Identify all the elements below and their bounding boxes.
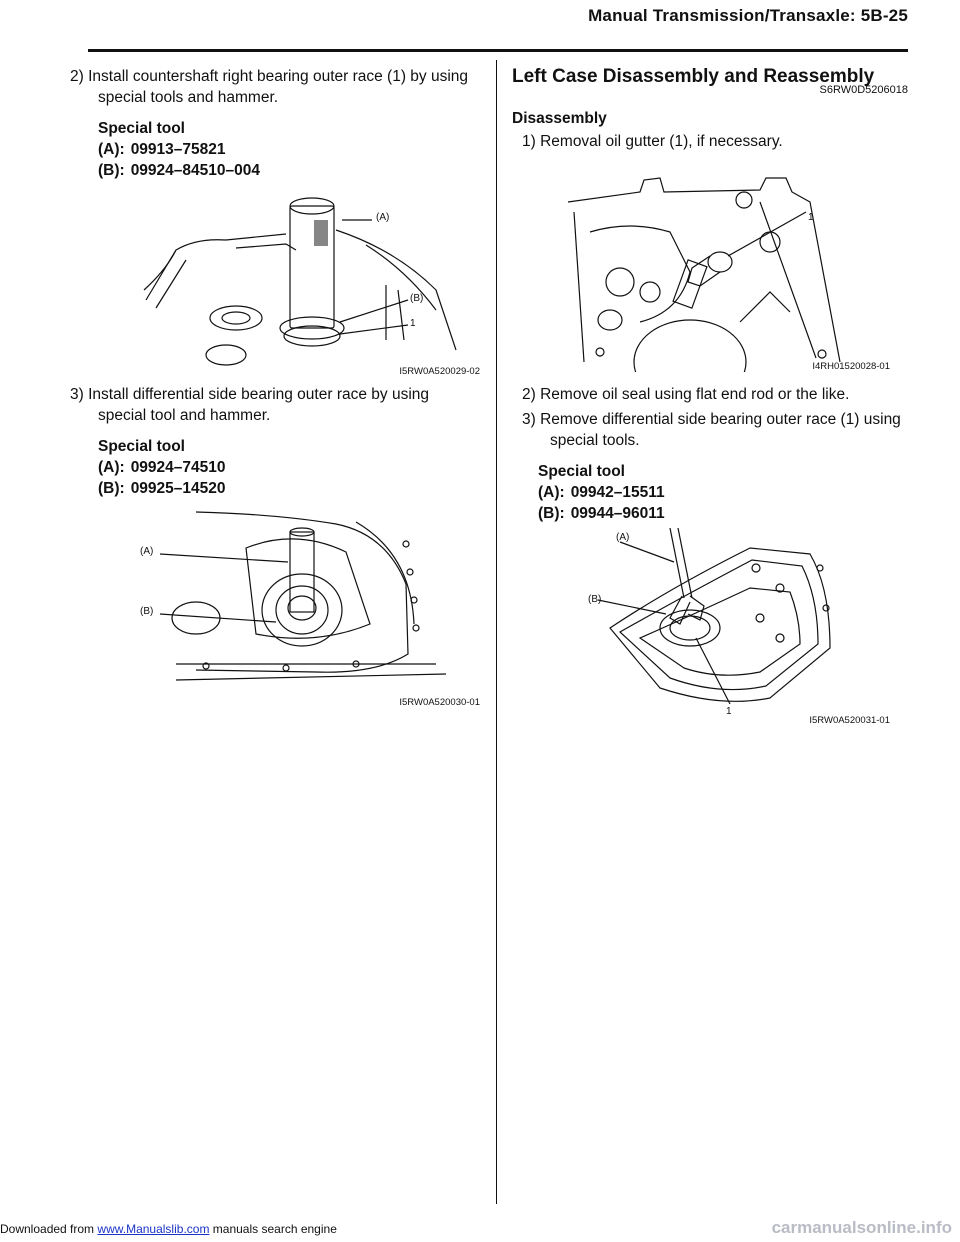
fig2-id: I5RW0A520030-01 (399, 697, 480, 708)
watermark: carmanualsonline.info (771, 1218, 952, 1237)
left-tools-2 (70, 436, 478, 499)
figure-oil-gutter (560, 172, 890, 372)
right-step-3: 3) Remove differential side bearing outer race (1) using special tools. (522, 411, 901, 449)
tools1-heading: Special tool (98, 120, 185, 137)
fig1-id: I5RW0A520029-02 (399, 366, 480, 377)
fig4-id: I5RW0A520031-01 (809, 715, 890, 726)
fig2-label-a: (A) (140, 546, 154, 557)
fig4-label-a: (A) (616, 532, 630, 543)
fig1-label-1: 1 (410, 318, 416, 329)
page-header-title: Manual Transmission/Transaxle: 5B-25 (588, 6, 908, 25)
right-tools-a: (A): 09942–15511 (538, 484, 665, 501)
section-code: S6RW0D5206018 (819, 84, 908, 96)
right-step-2: 2) Remove oil seal using flat end rod or the like. (522, 386, 850, 403)
fig1-label-b: (B) (410, 293, 424, 304)
right-tools-b: (B): 09944–96011 (538, 505, 665, 522)
figure-4-illustration (580, 528, 890, 730)
right-step-1: 1) Removal oil gutter (1), if necessary. (522, 133, 783, 150)
column-divider (496, 60, 497, 1204)
left-column-lower (70, 384, 478, 499)
figure-2-illustration (136, 504, 480, 712)
left-step-2: 2) Install countershaft right bearing outer race (1) by using special tools and hammer. (70, 68, 469, 106)
fig2-label-b: (B) (140, 606, 154, 617)
fig3-id: I4RH01520028-01 (812, 361, 890, 372)
figure-differential-bearing (136, 504, 480, 712)
tools2-heading: Special tool (98, 438, 185, 455)
manualslib-link[interactable]: www.Manualslib.com (97, 1222, 210, 1236)
figure-1-illustration (136, 190, 480, 380)
left-tools-1 (70, 118, 478, 181)
figure-outer-race-removal (580, 528, 890, 730)
fig4-label-1: 1 (726, 706, 732, 717)
right-column-lower (512, 384, 904, 524)
fig1-label-a: (A) (376, 212, 390, 223)
tools2-a: (A): 09924–74510 (98, 459, 226, 476)
right-tools-heading: Special tool (538, 463, 625, 480)
figure-countershaft-bearing (136, 190, 480, 380)
figure-3-illustration (560, 172, 890, 372)
section-title: Left Case Disassembly and Reassembly S6RW0D5206018 (512, 66, 908, 96)
fig3-label-1: 1 (808, 212, 814, 223)
fig4-label-b: (B) (588, 594, 602, 605)
tools1-b: (B): 09924–84510–004 (98, 162, 260, 179)
right-column (512, 66, 908, 152)
header-rule (88, 49, 908, 52)
right-tools (512, 461, 904, 524)
tools1-a: (A): 09913–75821 (98, 141, 226, 158)
left-column (70, 66, 478, 181)
tools2-b: (B): 09925–14520 (98, 480, 226, 497)
footer-download-notice: Downloaded from www.Manualslib.com manuals search engine (0, 1222, 337, 1236)
disassembly-heading: Disassembly (512, 110, 607, 127)
left-step-3: 3) Install differential side bearing outer race by using special tool and hammer. (70, 386, 430, 424)
